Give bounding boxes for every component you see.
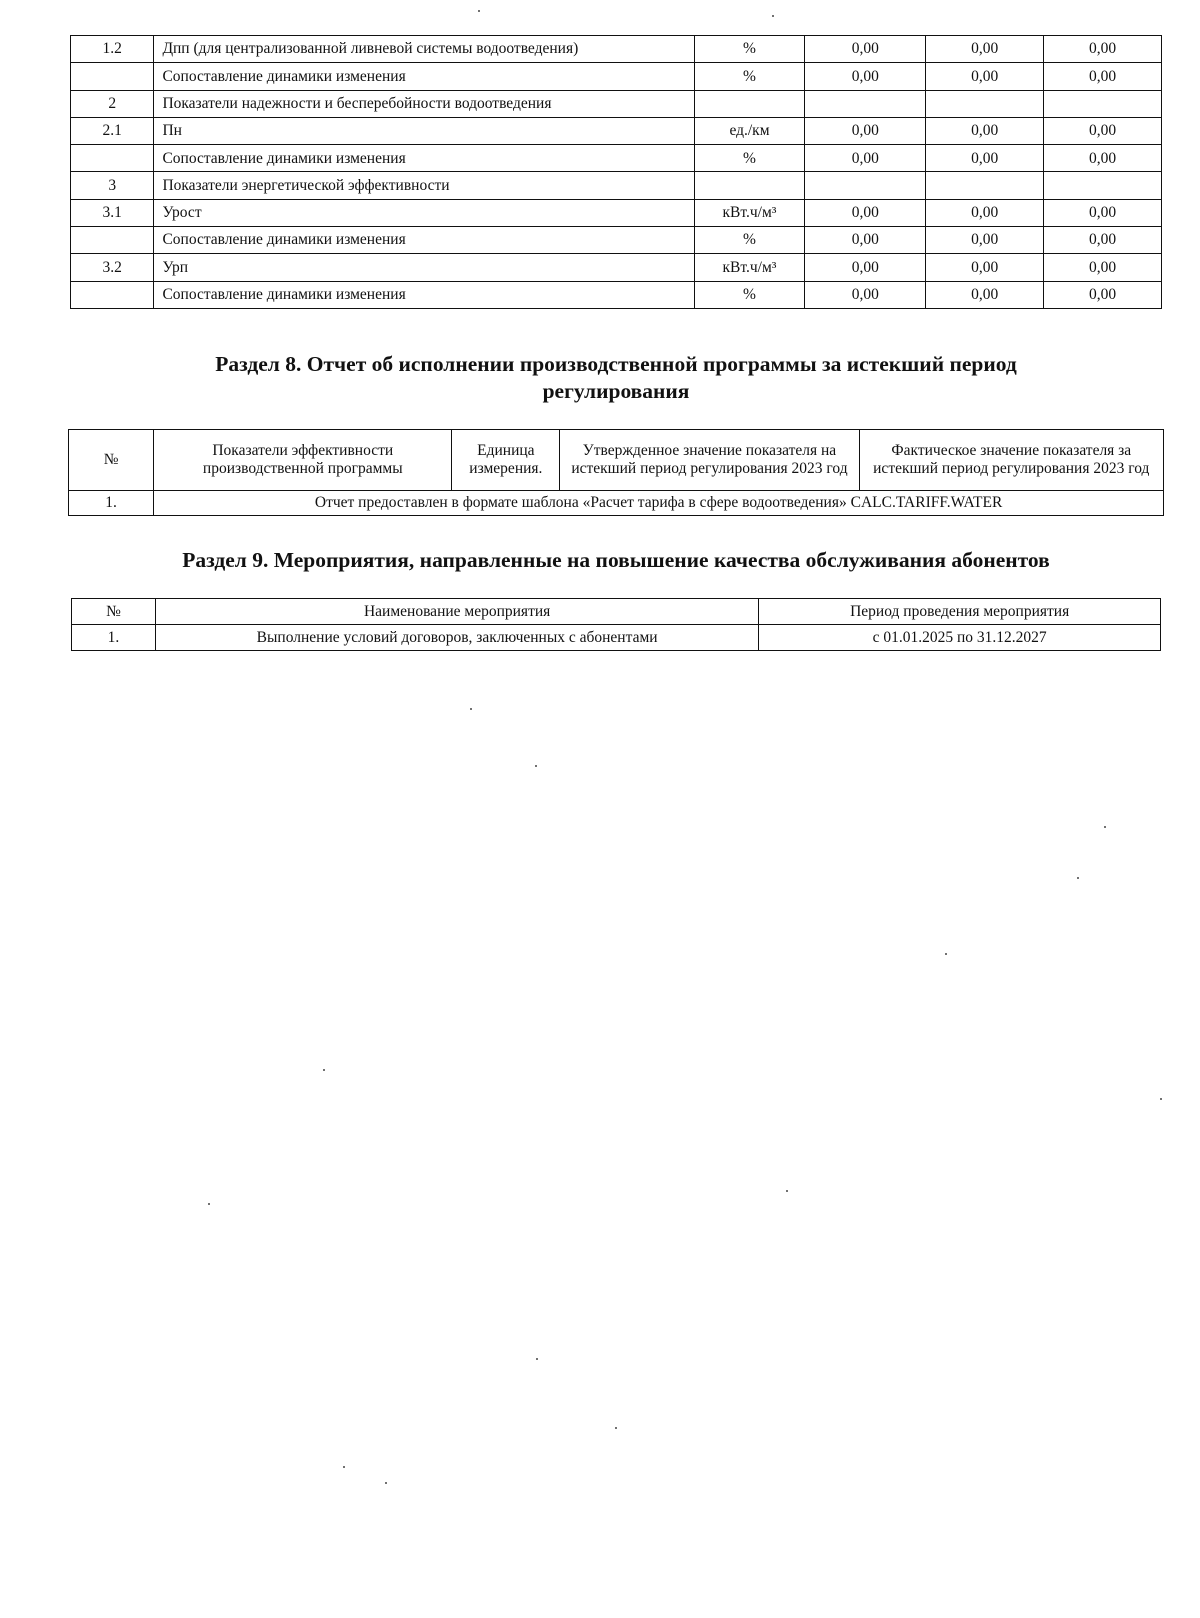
section8-row-text: Отчет предоставлен в формате шаблона «Расчет тарифа в сфере водоотведения» CALC.TARIFF.WATER (154, 491, 1164, 516)
indicator-cell-v2: 0,00 (926, 199, 1044, 226)
indicators-table (70, 35, 1162, 309)
indicator-cell-num: 1.2 (71, 36, 154, 63)
indicator-cell-v1 (805, 172, 926, 199)
section9-title: Раздел 9. Мероприятия, направленные на повышение качества обслуживания абонентов (182, 548, 1050, 572)
indicator-cell-v3: 0,00 (1044, 281, 1162, 308)
scan-speck (323, 1069, 325, 1071)
indicator-cell-name: Пн (154, 117, 694, 144)
indicator-cell-v2 (926, 172, 1044, 199)
scan-speck (1077, 877, 1079, 879)
scan-speck (385, 1482, 387, 1484)
scan-speck (208, 1203, 210, 1205)
indicator-cell-name: Сопоставление динамики изменения (154, 227, 694, 254)
scan-speck (478, 10, 480, 12)
indicator-cell-v1: 0,00 (805, 199, 926, 226)
indicator-cell-v1: 0,00 (805, 117, 926, 144)
scan-speck (1104, 826, 1106, 828)
indicator-cell-v3 (1044, 172, 1162, 199)
indicator-cell-unit: кВт.ч/м³ (694, 254, 805, 281)
scan-speck (536, 1358, 538, 1360)
section9-row (72, 625, 1161, 651)
indicator-cell-unit: % (694, 63, 805, 90)
indicator-row (71, 90, 1162, 117)
scan-speck (786, 1190, 788, 1192)
section8-row (69, 491, 1164, 516)
section9-row-name: Выполнение условий договоров, заключенных с абонентами (155, 625, 758, 651)
indicator-cell-v3: 0,00 (1044, 145, 1162, 172)
indicator-cell-num: 2.1 (71, 117, 154, 144)
indicator-cell-v1: 0,00 (805, 145, 926, 172)
indicator-cell-unit (694, 90, 805, 117)
indicator-cell-unit (694, 172, 805, 199)
section8-table (68, 429, 1164, 516)
indicator-cell-name: Показатели надежности и бесперебойности водоотведения (154, 90, 694, 117)
indicator-cell-v3: 0,00 (1044, 254, 1162, 281)
indicator-cell-v2: 0,00 (926, 281, 1044, 308)
indicator-cell-v1: 0,00 (805, 36, 926, 63)
indicator-cell-name: Дпп (для централизованной ливневой системы водоотведения) (154, 36, 694, 63)
indicator-cell-v1: 0,00 (805, 227, 926, 254)
indicator-cell-unit: % (694, 281, 805, 308)
indicator-cell-v2: 0,00 (926, 145, 1044, 172)
indicator-row (71, 172, 1162, 199)
indicator-cell-unit: % (694, 227, 805, 254)
indicator-cell-v3: 0,00 (1044, 63, 1162, 90)
indicator-cell-name: Сопоставление динамики изменения (154, 63, 694, 90)
indicator-row (71, 281, 1162, 308)
indicator-row (71, 36, 1162, 63)
indicator-cell-name: Урост (154, 199, 694, 226)
indicator-cell-v1 (805, 90, 926, 117)
indicator-cell-num (71, 145, 154, 172)
indicator-row (71, 63, 1162, 90)
indicator-cell-v3 (1044, 90, 1162, 117)
indicator-row (71, 227, 1162, 254)
section8-title (70, 351, 1162, 405)
section9-table (71, 598, 1161, 651)
section8-header-unit: Единица измерения. (452, 430, 560, 491)
indicator-cell-unit: % (694, 36, 805, 63)
scan-speck (343, 1466, 345, 1468)
indicator-cell-v1: 0,00 (805, 281, 926, 308)
section8-title-line2: регулирования (542, 379, 690, 403)
indicator-cell-v2: 0,00 (926, 117, 1044, 144)
section8-header-approved: Утвержденное значение показателя на истекший период регулирования 2023 год (560, 430, 859, 491)
section8-row-num: 1. (69, 491, 154, 516)
indicator-cell-num (71, 227, 154, 254)
section9-header-row (72, 599, 1161, 625)
indicator-cell-v3: 0,00 (1044, 227, 1162, 254)
indicator-cell-v2 (926, 90, 1044, 117)
section9-header-num: № (72, 599, 156, 625)
section8-title-line1: Раздел 8. Отчет об исполнении производственной программы за истекший период (215, 352, 1017, 376)
indicator-cell-num: 3 (71, 172, 154, 199)
indicator-cell-v3: 0,00 (1044, 199, 1162, 226)
scan-speck (945, 953, 947, 955)
indicator-cell-v3: 0,00 (1044, 117, 1162, 144)
section8-header-row (69, 430, 1164, 491)
indicator-cell-v2: 0,00 (926, 63, 1044, 90)
indicator-cell-name: Показатели энергетической эффективности (154, 172, 694, 199)
indicator-cell-unit: кВт.ч/м³ (694, 199, 805, 226)
scan-speck (470, 708, 472, 710)
indicator-cell-v2: 0,00 (926, 227, 1044, 254)
indicator-cell-num: 3.1 (71, 199, 154, 226)
indicator-cell-v3: 0,00 (1044, 36, 1162, 63)
indicator-cell-num: 2 (71, 90, 154, 117)
scan-speck (535, 765, 537, 767)
indicator-cell-name: Сопоставление динамики изменения (154, 281, 694, 308)
indicator-row (71, 145, 1162, 172)
section9-header-period: Период проведения мероприятия (759, 599, 1161, 625)
indicator-cell-name: Урп (154, 254, 694, 281)
indicator-cell-name: Сопоставление динамики изменения (154, 145, 694, 172)
scan-speck (1160, 1098, 1162, 1100)
section8-header-num: № (69, 430, 154, 491)
section9-row-period: с 01.01.2025 по 31.12.2027 (759, 625, 1161, 651)
indicator-row (71, 254, 1162, 281)
indicator-cell-num: 3.2 (71, 254, 154, 281)
indicator-cell-num (71, 281, 154, 308)
indicator-cell-v2: 0,00 (926, 254, 1044, 281)
indicator-cell-unit: ед./км (694, 117, 805, 144)
scan-speck (772, 15, 774, 17)
section8-header-actual: Фактическое значение показателя за истекший период регулирования 2023 год (859, 430, 1163, 491)
indicator-cell-v2: 0,00 (926, 36, 1044, 63)
indicator-cell-v1: 0,00 (805, 254, 926, 281)
scan-speck (615, 1427, 617, 1429)
indicator-cell-v1: 0,00 (805, 63, 926, 90)
indicator-cell-num (71, 63, 154, 90)
section9-header-name: Наименование мероприятия (155, 599, 758, 625)
section8-header-indicators: Показатели эффективности производственной программы (154, 430, 452, 491)
section9-row-num: 1. (72, 625, 156, 651)
indicator-row (71, 117, 1162, 144)
indicator-cell-unit: % (694, 145, 805, 172)
indicator-row (71, 199, 1162, 226)
